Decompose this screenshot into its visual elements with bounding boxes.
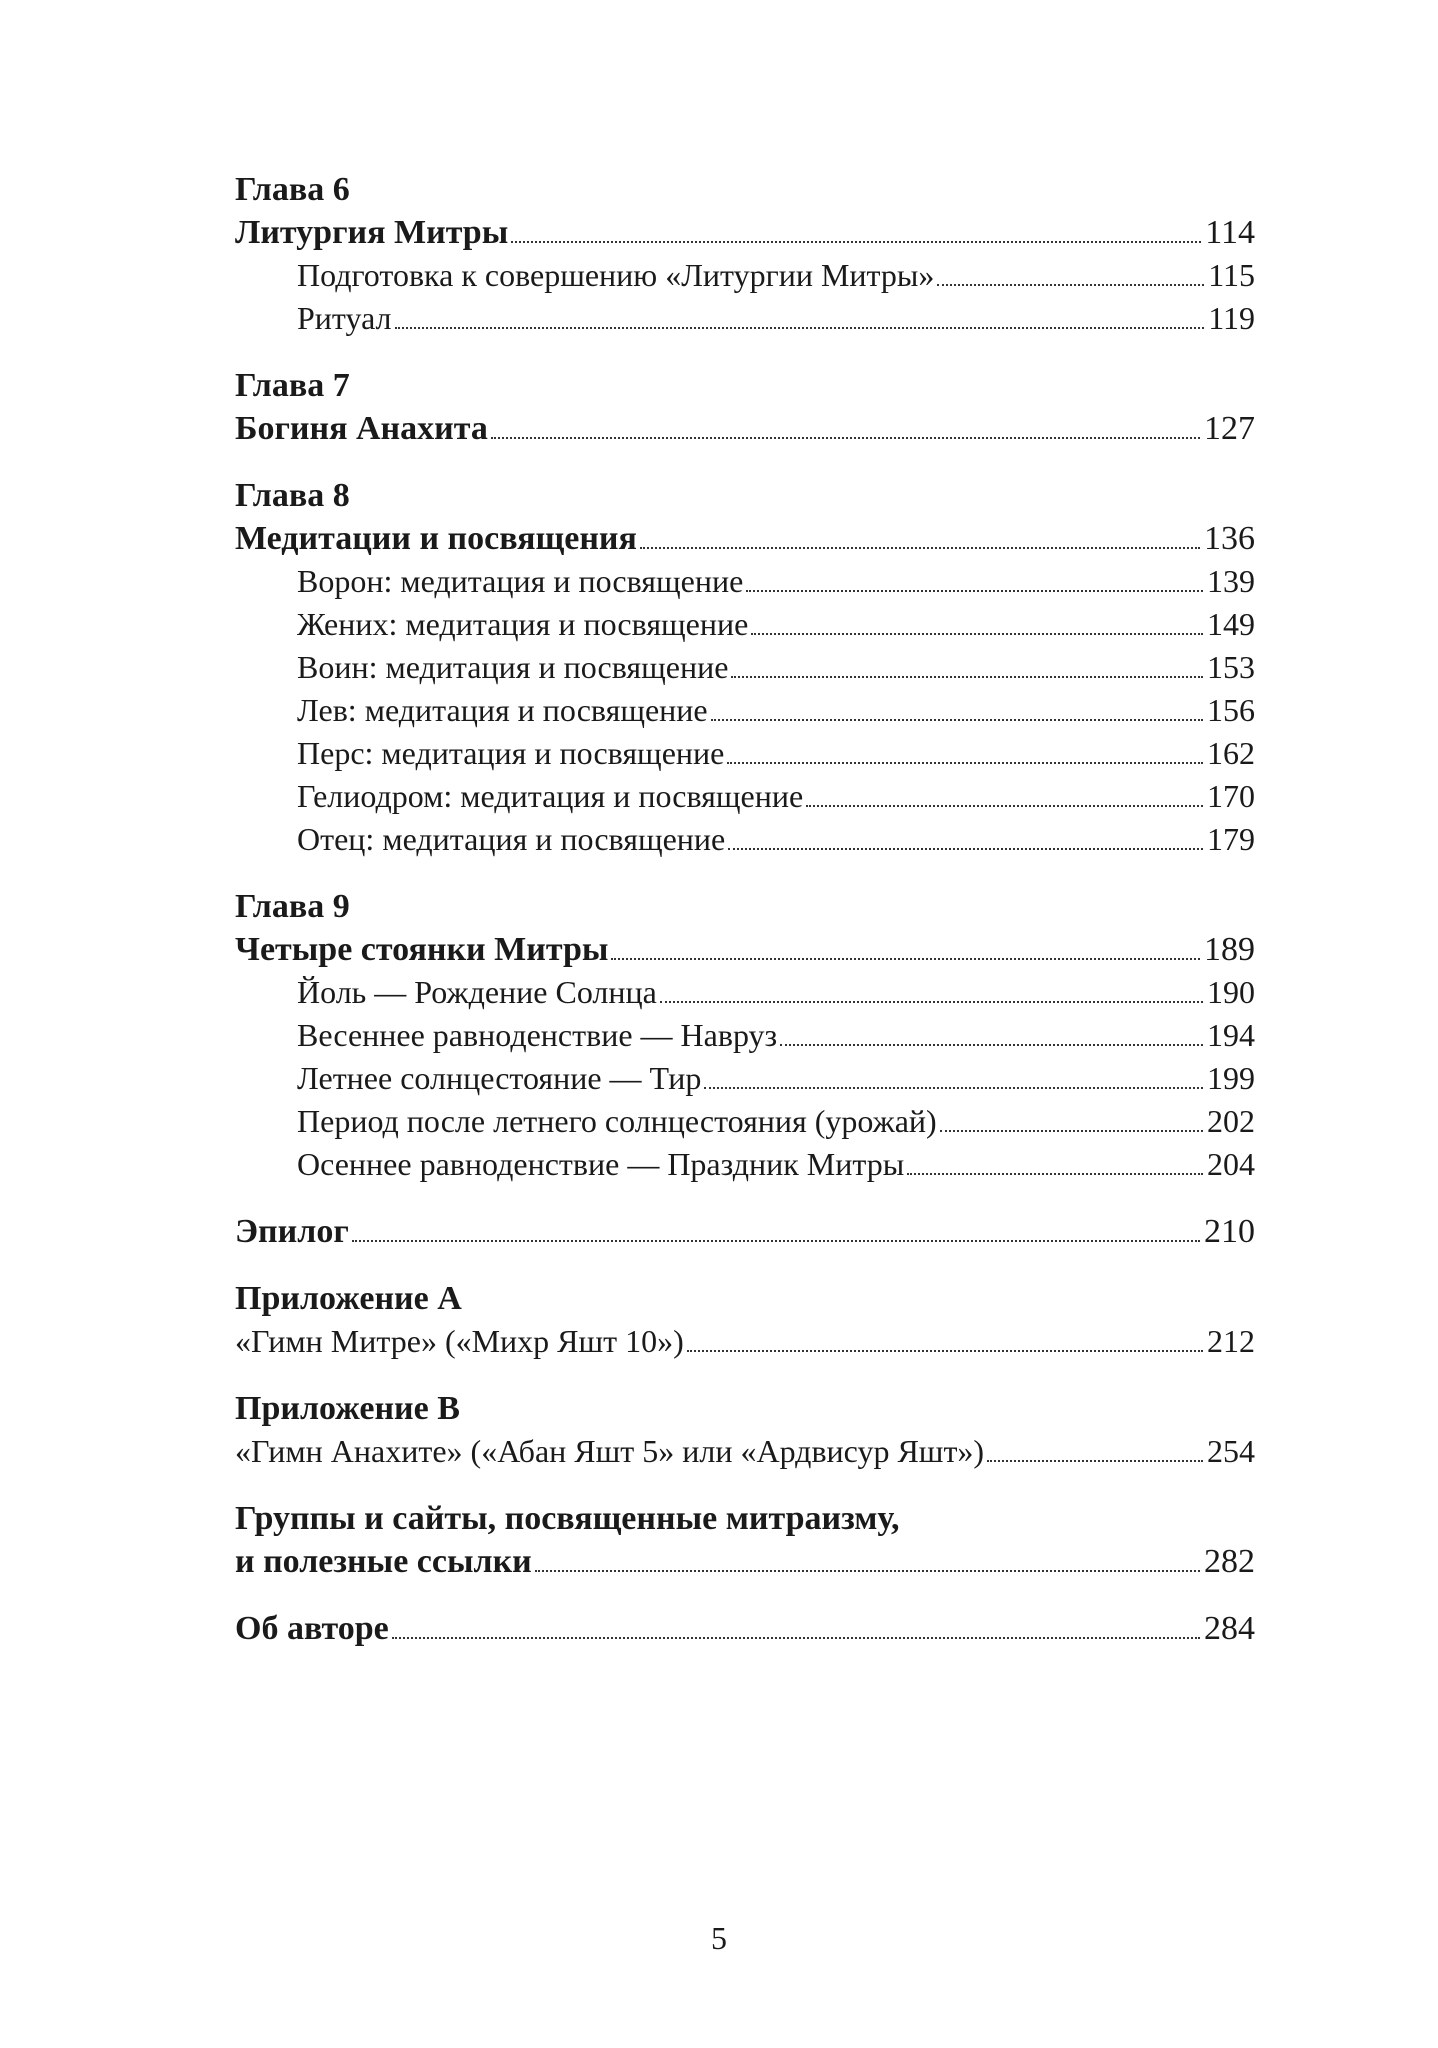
entry-page: 282 — [1204, 1543, 1255, 1580]
toc-entry-epilogue[interactable] — [235, 1210, 1255, 1253]
leader-dots — [907, 1173, 1203, 1175]
toc-entry-appendix-b[interactable] — [235, 1430, 1255, 1473]
entry-page: 136 — [1204, 520, 1255, 557]
entry-title: Осеннее равноденствие — Праздник Митры — [297, 1146, 905, 1182]
entry-title: Литургия Митры — [235, 214, 509, 251]
toc-subentry[interactable] — [235, 1100, 1255, 1143]
toc-subentry[interactable] — [235, 1014, 1255, 1057]
entry-title: Период после летнего солнцестояния (урожай) — [297, 1103, 937, 1139]
toc-entry-meditations[interactable] — [235, 517, 1255, 560]
toc-subentry[interactable] — [235, 1057, 1255, 1100]
entry-title: Отец: медитация и посвящение — [297, 821, 726, 857]
entry-page: 114 — [1205, 214, 1255, 251]
toc-entry-groups[interactable] — [235, 1540, 1255, 1583]
toc-subentry[interactable] — [235, 775, 1255, 818]
chapter-label: Глава 9 — [235, 888, 350, 925]
entry-page: 202 — [1207, 1103, 1255, 1139]
entry-title: Медитации и посвящения — [235, 520, 637, 557]
entry-page: 199 — [1207, 1060, 1255, 1096]
entry-page: 284 — [1204, 1610, 1255, 1647]
entry-title: Весеннее равноденствие — Навруз — [297, 1017, 778, 1053]
entry-page: 189 — [1204, 931, 1255, 968]
appendix-label: Приложение В — [235, 1390, 460, 1427]
entry-page: 153 — [1207, 649, 1255, 685]
toc-subentry[interactable] — [235, 818, 1255, 861]
entry-title: Йоль — Рождение Солнца — [297, 974, 657, 1010]
leader-dots — [687, 1350, 1203, 1352]
leader-dots — [640, 547, 1200, 549]
leader-dots — [746, 590, 1203, 592]
leader-dots — [535, 1570, 1200, 1572]
leader-dots — [940, 1130, 1203, 1132]
entry-page: 139 — [1207, 563, 1255, 599]
entry-title: Летнее солнцестояние — Тир — [297, 1060, 702, 1096]
groups-heading: Группы и сайты, посвященные митраизму, — [235, 1500, 900, 1537]
toc-entry-four-stations[interactable] — [235, 928, 1255, 971]
leader-dots — [727, 762, 1203, 764]
toc-subentry[interactable] — [235, 689, 1255, 732]
leader-dots — [987, 1460, 1203, 1462]
leader-dots — [937, 284, 1204, 286]
leader-dots — [704, 1087, 1203, 1089]
leader-dots — [711, 719, 1203, 721]
leader-dots — [728, 848, 1203, 850]
appendix-label: Приложение А — [235, 1280, 462, 1317]
leader-dots — [352, 1240, 1200, 1242]
leader-dots — [731, 676, 1203, 678]
leader-dots — [660, 1001, 1203, 1003]
entry-page: 149 — [1207, 606, 1255, 642]
toc-subentry[interactable] — [235, 646, 1255, 689]
entry-page: 179 — [1207, 821, 1255, 857]
entry-page: 210 — [1204, 1213, 1255, 1250]
entry-title: Богиня Анахита — [235, 410, 488, 447]
entry-title: Лев: медитация и посвящение — [297, 692, 708, 728]
entry-title: Ритуал — [297, 300, 392, 336]
page-number: 5 — [711, 1920, 727, 1956]
leader-dots — [392, 1637, 1200, 1639]
leader-dots — [751, 633, 1203, 635]
toc-entry-author[interactable] — [235, 1607, 1255, 1650]
entry-page: 115 — [1208, 257, 1255, 293]
chapter-label: Глава 6 — [235, 171, 350, 208]
entry-title: Четыре стоянки Митры — [235, 931, 609, 968]
chapter-label: Глава 8 — [235, 477, 350, 514]
entry-page: 162 — [1207, 735, 1255, 771]
chapter-label: Глава 7 — [235, 367, 350, 404]
entry-title: Жених: медитация и посвящение — [297, 606, 749, 642]
entry-page: 212 — [1207, 1323, 1255, 1359]
toc-subentry[interactable] — [235, 560, 1255, 603]
entry-title: Эпилог — [235, 1213, 349, 1250]
entry-title: Перс: медитация и посвящение — [297, 735, 725, 771]
toc-subentry[interactable] — [235, 1143, 1255, 1186]
entry-page: 194 — [1207, 1017, 1255, 1053]
leader-dots — [780, 1044, 1203, 1046]
leader-dots — [806, 805, 1203, 807]
entry-title: «Гимн Анахите» («Абан Яшт 5» или «Ардвисур Яшт») — [235, 1433, 985, 1469]
toc-subentry[interactable] — [235, 297, 1255, 340]
entry-page: 119 — [1208, 300, 1255, 336]
entry-page: 190 — [1207, 974, 1255, 1010]
entry-title: Ворон: медитация и посвящение — [297, 563, 744, 599]
entry-title: Об авторе — [235, 1610, 389, 1647]
entry-title: и полезные ссылки — [235, 1543, 532, 1580]
toc-entry-appendix-a[interactable] — [235, 1320, 1255, 1363]
leader-dots — [395, 327, 1205, 329]
entry-page: 156 — [1207, 692, 1255, 728]
entry-title: «Гимн Митре» («Михр Яшт 10») — [235, 1323, 684, 1359]
leader-dots — [491, 437, 1200, 439]
entry-page: 170 — [1207, 778, 1255, 814]
toc-subentry[interactable] — [235, 603, 1255, 646]
entry-page: 204 — [1207, 1146, 1255, 1182]
table-of-contents — [235, 168, 1255, 1650]
entry-page: 254 — [1207, 1433, 1255, 1469]
leader-dots — [511, 241, 1201, 243]
toc-subentry[interactable] — [235, 732, 1255, 775]
toc-subentry[interactable] — [235, 254, 1255, 297]
toc-entry-liturgy[interactable] — [235, 211, 1255, 254]
leader-dots — [611, 958, 1200, 960]
entry-page: 127 — [1204, 410, 1255, 447]
entry-title: Гелиодром: медитация и посвящение — [297, 778, 804, 814]
entry-title: Подготовка к совершению «Литургии Митры» — [297, 257, 935, 293]
entry-title: Воин: медитация и посвящение — [297, 649, 729, 685]
toc-subentry[interactable] — [235, 971, 1255, 1014]
toc-entry-anahita[interactable] — [235, 407, 1255, 450]
